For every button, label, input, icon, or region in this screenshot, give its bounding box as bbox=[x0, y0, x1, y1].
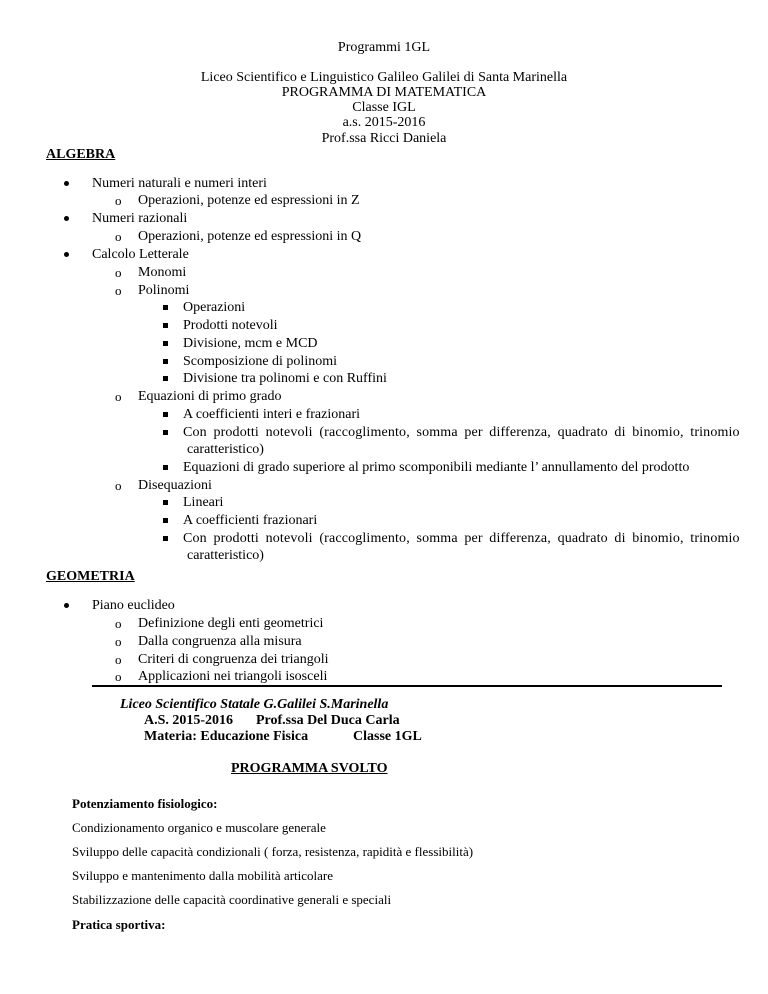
list-item: o Operazioni, potenze ed espressioni in Q bbox=[115, 229, 362, 244]
circle-bullet-icon: o bbox=[115, 283, 122, 298]
class-label: Classe IGL bbox=[352, 100, 416, 115]
square-bullet-icon bbox=[163, 536, 168, 541]
pe-section-heading: Potenziamento fisiologico: bbox=[72, 796, 218, 811]
list-item: Calcolo Letterale bbox=[92, 246, 189, 263]
square-bullet-icon bbox=[163, 323, 168, 328]
program-title: PROGRAMMA DI MATEMATICA bbox=[281, 85, 487, 100]
list-item: o Monomi bbox=[115, 265, 187, 280]
algebra-heading: ALGEBRA bbox=[46, 147, 116, 162]
circle-bullet-icon: o bbox=[115, 634, 122, 649]
teacher-name: Prof.ssa Ricci Daniela bbox=[321, 131, 447, 146]
list-item: Piano euclideo bbox=[92, 597, 175, 614]
list-item-continuation: caratteristico) bbox=[187, 548, 264, 563]
square-bullet-icon bbox=[163, 412, 168, 417]
list-item: o Definizione degli enti geometrici bbox=[115, 616, 324, 631]
list-item: A coefficienti frazionari bbox=[183, 512, 317, 529]
square-bullet-icon bbox=[163, 359, 168, 364]
school-year: a.s. 2015-2016 bbox=[342, 115, 426, 130]
list-item: Divisione, mcm e MCD bbox=[183, 335, 318, 352]
circle-bullet-icon: o bbox=[115, 669, 122, 684]
section-divider bbox=[92, 685, 722, 687]
geometria-heading: GEOMETRIA bbox=[46, 569, 135, 584]
list-item: Divisione tra polinomi e con Ruffini bbox=[183, 370, 387, 387]
bullet-icon bbox=[64, 252, 69, 257]
bullet-icon bbox=[64, 216, 69, 221]
list-item: Scomposizione di polinomi bbox=[183, 353, 337, 370]
pe-class: Classe 1GL bbox=[353, 729, 422, 744]
circle-bullet-icon: o bbox=[115, 193, 122, 208]
list-item: o Equazioni di primo grado bbox=[115, 389, 282, 404]
list-item-continuation: caratteristico) bbox=[187, 442, 264, 457]
list-item: o Dalla congruenza alla misura bbox=[115, 634, 302, 649]
pe-program-title: PROGRAMMA SVOLTO bbox=[231, 761, 388, 776]
pe-paragraph: Stabilizzazione delle capacità coordinative generali e speciali bbox=[72, 892, 392, 907]
bullet-icon bbox=[64, 603, 69, 608]
list-item: Lineari bbox=[183, 494, 223, 511]
pe-school-name: Liceo Scientifico Statale G.Galilei S.Marinella bbox=[120, 697, 389, 712]
circle-bullet-icon: o bbox=[115, 616, 122, 631]
circle-bullet-icon: o bbox=[115, 229, 122, 244]
pe-teacher: Prof.ssa Del Duca Carla bbox=[256, 713, 400, 728]
list-item: Con prodotti notevoli (raccoglimento, somma per differenza, quadrato di binomio, trinomio bbox=[183, 530, 740, 547]
pe-paragraph: Sviluppo e mantenimento dalla mobilità articolare bbox=[72, 868, 334, 883]
list-item: o Criteri di congruenza dei triangoli bbox=[115, 652, 329, 667]
list-item: Con prodotti notevoli (raccoglimento, somma per differenza, quadrato di binomio, trinomio bbox=[183, 424, 740, 441]
list-item: Numeri razionali bbox=[92, 210, 187, 227]
bullet-icon bbox=[64, 181, 69, 186]
square-bullet-icon bbox=[163, 341, 168, 346]
square-bullet-icon bbox=[163, 500, 168, 505]
circle-bullet-icon: o bbox=[115, 265, 122, 280]
pe-paragraph: Sviluppo delle capacità condizionali ( forza, resistenza, rapidità e flessibilità) bbox=[72, 844, 474, 859]
square-bullet-icon bbox=[163, 465, 168, 470]
school-name: Liceo Scientifico e Linguistico Galileo Galilei di Santa Marinella bbox=[200, 70, 568, 85]
circle-bullet-icon: o bbox=[115, 652, 122, 667]
list-item: o Polinomi bbox=[115, 283, 190, 298]
pe-year: A.S. 2015-2016 bbox=[144, 713, 234, 728]
pe-subject: Materia: Educazione Fisica bbox=[144, 729, 309, 744]
pe-section-heading: Pratica sportiva: bbox=[72, 917, 166, 932]
pe-paragraph: Condizionamento organico e muscolare generale bbox=[72, 820, 326, 835]
list-item: o Applicazioni nei triangoli isosceli bbox=[115, 669, 328, 684]
list-item: Numeri naturali e numeri interi bbox=[92, 175, 267, 192]
circle-bullet-icon: o bbox=[115, 478, 122, 493]
list-item: Equazioni di grado superiore al primo scomponibili mediante l’ annullamento del prodotto bbox=[183, 459, 689, 476]
list-item: Prodotti notevoli bbox=[183, 317, 278, 334]
square-bullet-icon bbox=[163, 518, 168, 523]
list-item: o Disequazioni bbox=[115, 478, 212, 493]
circle-bullet-icon: o bbox=[115, 389, 122, 404]
square-bullet-icon bbox=[163, 305, 168, 310]
square-bullet-icon bbox=[163, 430, 168, 435]
list-item: A coefficienti interi e frazionari bbox=[183, 406, 360, 423]
page-top-title: Programmi 1GL bbox=[337, 40, 431, 55]
square-bullet-icon bbox=[163, 376, 168, 381]
list-item: o Operazioni, potenze ed espressioni in Z bbox=[115, 193, 360, 208]
list-item: Operazioni bbox=[183, 299, 245, 316]
